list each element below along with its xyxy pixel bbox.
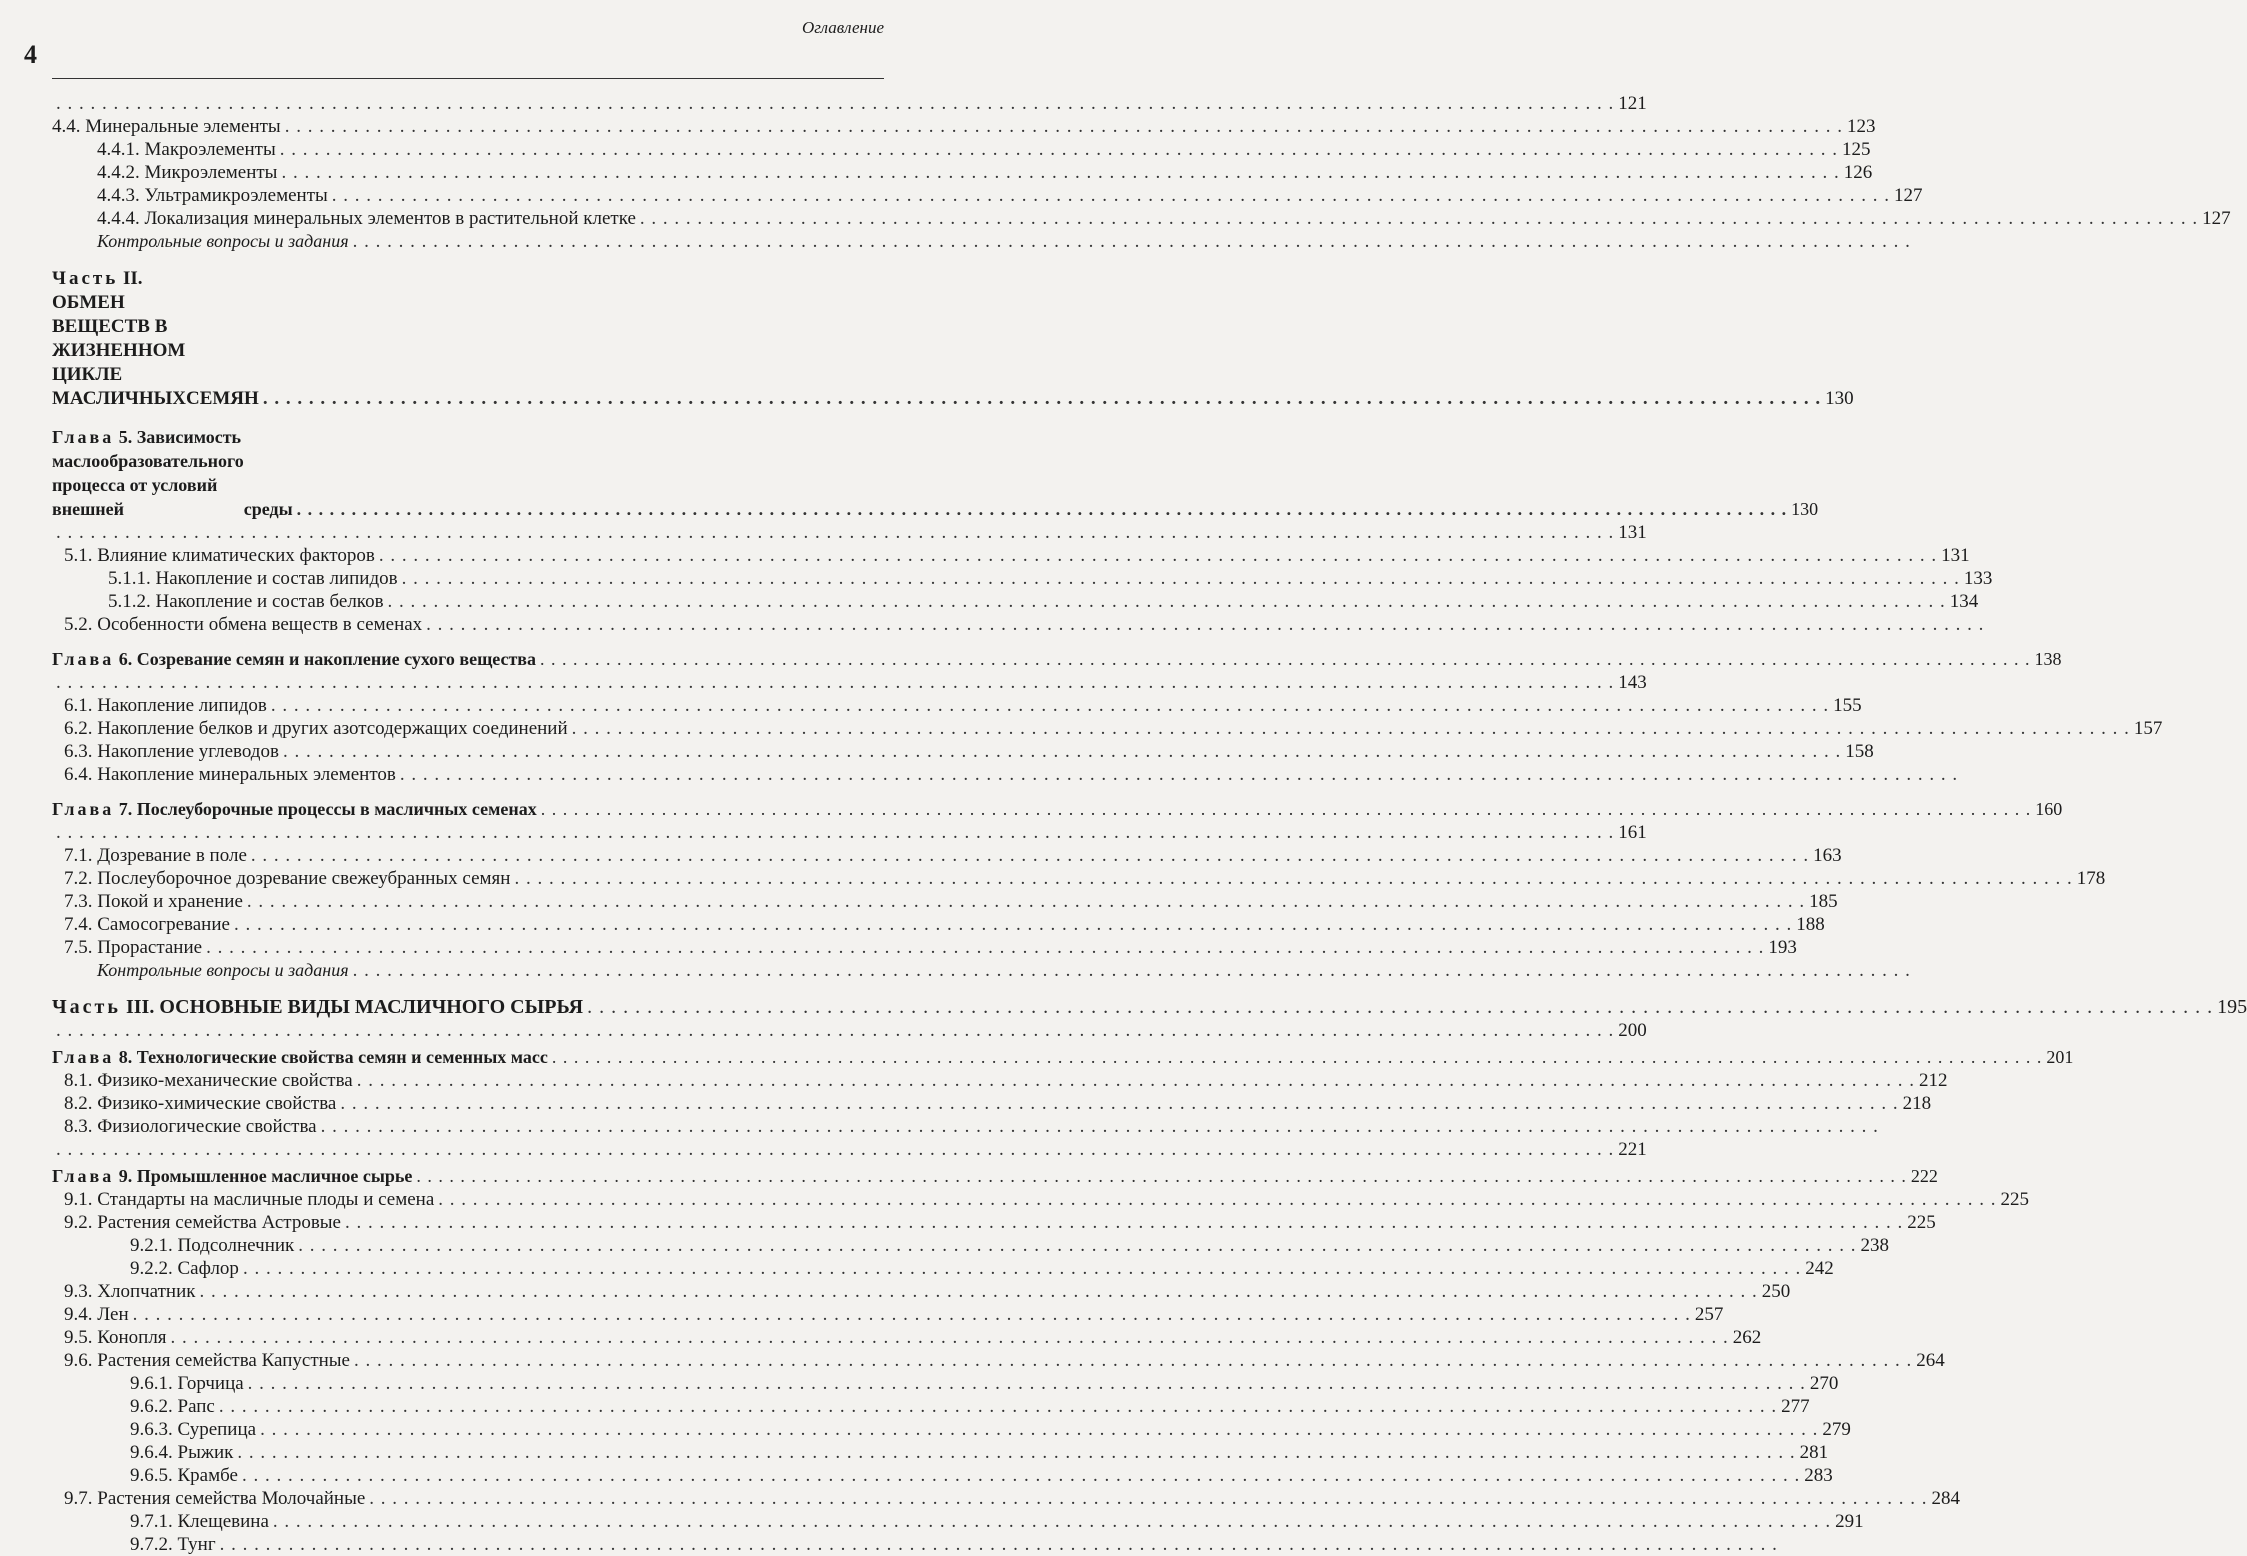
leader-dots — [133, 1303, 1691, 1326]
leader-dots — [426, 613, 1984, 636]
toc-entry-page: 143 — [1618, 672, 1647, 693]
toc-group-9 — [52, 1188, 2030, 1556]
toc-entry-label: 9.6. Растения семейства Капустные — [64, 1350, 350, 1371]
toc-entry — [52, 590, 1979, 613]
toc-entry-label: 9.6.2. Рапс — [130, 1396, 215, 1417]
toc-entry — [52, 1115, 892, 1138]
toc-entry-label: 9.7.2. Тунг — [130, 1534, 216, 1555]
leader-dots — [438, 1188, 1996, 1211]
chapter-prefix: Глава — [52, 1047, 115, 1067]
leader-dots — [572, 717, 2130, 740]
chapter-title: 8. Технологические свойства семян и семенных масс — [114, 1047, 548, 1067]
toc-entry — [52, 844, 1842, 867]
leader-dots — [248, 1372, 1806, 1395]
toc-entry-label: 4.4.2. Микроэлементы — [97, 162, 278, 183]
toc-group-4-4 — [52, 92, 2231, 253]
toc-entry — [52, 1326, 1762, 1349]
leader-dots — [247, 890, 1805, 913]
toc-entry-label: 8.2. Физико-химические свойства — [64, 1093, 337, 1114]
part-prefix: Часть — [52, 268, 119, 289]
toc-entry-label: 9.5. Конопля — [64, 1327, 167, 1348]
toc-chapter-8 — [52, 1046, 2074, 1069]
leader-dots — [640, 207, 2198, 230]
toc-entry-page: 264 — [1916, 1350, 1945, 1371]
leader-dots — [353, 230, 1911, 253]
toc-entry — [52, 1092, 1932, 1115]
leader-dots — [171, 1326, 1729, 1349]
leader-dots — [332, 184, 1890, 207]
toc-entry-page: 127 — [1894, 185, 1923, 206]
page-ref: 201 — [2046, 1047, 2074, 1067]
toc-entry-page: 250 — [1761, 1281, 1791, 1302]
toc-entry-page: 283 — [1804, 1465, 1833, 1486]
leader-dots — [281, 161, 1839, 184]
leader-dots — [283, 740, 1841, 763]
leader-dots — [243, 1257, 1801, 1280]
toc-entry-label: 9.7.1. Клещевина — [130, 1511, 269, 1532]
leader-dots — [514, 867, 2072, 890]
toc-entry-label: 9.6.5. Крамбе — [130, 1465, 238, 1486]
toc-entry — [52, 1069, 1948, 1092]
leader-dots — [271, 694, 1829, 717]
leader-dots — [56, 671, 1614, 694]
chapter-title: 6. Созревание семян и накопление сухого вещества — [114, 649, 537, 669]
part-title-line2: СЕМЯН — [185, 388, 259, 409]
toc-entry-label: 6.4. Накопление минеральных элементов — [64, 764, 396, 785]
toc-entry-label: 9.6.1. Горчица — [130, 1373, 244, 1394]
toc-part-2 — [52, 267, 1854, 411]
chapter-prefix: Глава — [52, 649, 115, 669]
toc-entry-label: 5.2. Особенности обмена веществ в семенах — [64, 614, 423, 635]
toc-entry-page: 284 — [1931, 1488, 1961, 1509]
toc-entry-label: 9.2.1. Подсолнечник — [130, 1235, 295, 1256]
leader-dots — [220, 1533, 1778, 1556]
leader-dots — [402, 567, 1960, 590]
toc-entry — [52, 717, 2163, 740]
running-head: Оглавление — [801, 18, 884, 37]
toc-entry-label: Контрольные вопросы и задания — [97, 231, 349, 251]
toc-entry — [52, 936, 1797, 959]
toc-entry-page: 279 — [1822, 1419, 1851, 1440]
toc-entry — [52, 1395, 1810, 1418]
toc-entry-page: 163 — [1813, 845, 1842, 866]
toc-entry-page: 277 — [1781, 1396, 1810, 1417]
toc-chapter-5 — [52, 425, 1819, 521]
page-ref: 160 — [2035, 799, 2063, 819]
toc-entry-label: 9.2.2. Сафлор — [130, 1258, 239, 1279]
toc-entry — [52, 544, 1970, 567]
chapter-title: 9. Промышленное масличное сырье — [114, 1166, 413, 1186]
toc-entry-label: 4.4.4. Локализация минеральных элементов в растительной клетке — [97, 208, 636, 229]
toc-entry-page: 225 — [1907, 1212, 1936, 1233]
toc-entry-label: 6.3. Накопление углеводов — [64, 741, 279, 762]
toc-entry-page: 161 — [1618, 822, 1647, 843]
toc-entry-page: 212 — [1918, 1070, 1948, 1091]
toc-entry — [52, 1533, 892, 1556]
leader-dots — [219, 1395, 1777, 1418]
chapter-title-line1: 5. Зависимость маслообразовательного процесса от условий внешней — [52, 427, 244, 519]
page-ref: 222 — [1910, 1166, 1938, 1186]
header-rule — [52, 78, 884, 79]
toc-entry-page: 225 — [2000, 1189, 2030, 1210]
leader-dots — [237, 1441, 1795, 1464]
toc-entry — [52, 913, 1825, 936]
toc-entry — [52, 671, 1647, 694]
toc-entry-page: 123 — [1846, 116, 1876, 137]
toc-entry-page: 218 — [1902, 1093, 1932, 1114]
leader-dots — [273, 1510, 1831, 1533]
toc-entry-page: 200 — [1618, 1020, 1647, 1041]
toc-entry-page: 238 — [1860, 1235, 1890, 1256]
toc-entry — [52, 821, 1647, 844]
toc-entry — [52, 1019, 1647, 1042]
toc-entry — [52, 1441, 1829, 1464]
leader-dots — [56, 821, 1614, 844]
leader-dots — [260, 1418, 1818, 1441]
toc-entry-label: 4.4. Минеральные элементы — [52, 116, 281, 137]
toc-entry — [52, 740, 1874, 763]
toc-entry — [52, 161, 1873, 184]
page-ref: 130 — [1825, 388, 1854, 409]
toc-entry-label: 7.3. Покой и хранение — [64, 891, 243, 912]
toc-entry-label: 9.4. Лен — [64, 1304, 129, 1325]
leader-dots — [400, 763, 1958, 786]
leader-dots — [357, 1069, 1915, 1092]
page-ref: 138 — [2034, 649, 2062, 669]
toc-entry-page: 257 — [1694, 1304, 1724, 1325]
toc-entry — [52, 867, 2106, 890]
leader-dots — [280, 138, 1838, 161]
leader-dots — [206, 936, 1764, 959]
toc-entry-label: Контрольные вопросы и задания — [97, 960, 349, 980]
toc-entry-page: 133 — [1963, 568, 1993, 589]
leader-dots — [234, 913, 1792, 936]
chapter-title-line2: среды — [243, 499, 293, 519]
toc-entry — [52, 1257, 1834, 1280]
leader-dots — [345, 1211, 1903, 1234]
page-ref: 195 — [2217, 996, 2247, 1018]
toc-entry-label: 4.4.3. Ультрамикроэлементы — [97, 185, 328, 206]
toc-entry — [52, 230, 892, 253]
toc-entry — [52, 694, 1862, 717]
leader-dots — [552, 1046, 2043, 1069]
toc-chapter-7 — [52, 798, 2063, 821]
toc-entry-page: 221 — [1618, 1139, 1647, 1160]
toc-entry-label: 6.2. Накопление белков и других азотсодержащих соединений — [64, 718, 568, 739]
toc-entry-page: 155 — [1833, 695, 1862, 716]
leader-dots — [354, 1349, 1912, 1372]
toc-entry — [52, 959, 892, 982]
leader-dots — [321, 1115, 1879, 1138]
toc-entry-page: 281 — [1799, 1442, 1829, 1463]
toc-entry — [52, 1418, 1851, 1441]
toc-chapter-6 — [52, 648, 2062, 671]
chapter-prefix: Глава — [52, 799, 115, 819]
table-of-contents — [52, 92, 2247, 1556]
toc-entry — [52, 138, 1871, 161]
leader-dots — [587, 996, 2213, 1019]
toc-entry-page: 134 — [1949, 591, 1979, 612]
toc-entry-label: 5.1.2. Накопление и состав белков — [108, 591, 384, 612]
toc-entry-page: 178 — [2076, 868, 2106, 889]
page-ref: 130 — [1791, 499, 1819, 519]
toc-entry-label: 9.3. Хлопчатник — [64, 1281, 196, 1302]
toc-entry-label: 7.4. Самосогревание — [64, 914, 230, 935]
toc-entry — [52, 1487, 1961, 1510]
toc-entry — [52, 890, 1838, 913]
toc-entry-label: 8.1. Физико-механические свойства — [64, 1070, 353, 1091]
leader-dots — [297, 497, 1788, 521]
toc-entry — [52, 184, 1923, 207]
toc-entry — [52, 1138, 1647, 1161]
toc-entry-label: 7.1. Дозревание в поле — [64, 845, 247, 866]
leader-dots — [353, 959, 1911, 982]
toc-group-8 — [52, 1069, 1948, 1161]
part-title: III. ОСНОВНЫЕ ВИДЫ МАСЛИЧНОГО СЫРЬЯ — [120, 996, 584, 1018]
toc-entry — [52, 1464, 1833, 1487]
toc-entry — [52, 92, 1647, 115]
toc-group-part3 — [52, 1019, 1647, 1042]
toc-entry-page: 291 — [1835, 1511, 1864, 1532]
leader-dots — [56, 1138, 1614, 1161]
toc-entry-label: 4.4.1. Макроэлементы — [97, 139, 276, 160]
leader-dots — [242, 1464, 1800, 1487]
toc-entry-page: 193 — [1768, 937, 1797, 958]
leader-dots — [388, 590, 1946, 613]
toc-entry — [52, 1211, 1936, 1234]
toc-entry-page: 127 — [2202, 208, 2231, 229]
toc-chapter-9 — [52, 1165, 1938, 1188]
toc-entry-page: 185 — [1809, 891, 1838, 912]
leader-dots — [416, 1165, 1907, 1188]
toc-entry — [52, 1349, 1945, 1372]
page-number: 4 — [24, 40, 37, 69]
toc-entry — [52, 613, 892, 636]
leader-dots — [285, 115, 1843, 138]
leader-dots — [340, 1092, 1898, 1115]
toc-entry — [52, 1510, 1864, 1533]
leader-dots — [263, 387, 1821, 411]
toc-entry-label: 9.7. Растения семейства Молочайные — [64, 1488, 366, 1509]
leader-dots — [56, 521, 1614, 544]
toc-entry — [52, 207, 2231, 230]
toc-entry-label: 6.1. Накопление липидов — [64, 695, 267, 716]
toc-entry — [52, 1303, 1724, 1326]
toc-entry — [52, 763, 892, 786]
part-prefix: Часть — [52, 996, 121, 1018]
toc-entry — [52, 115, 1876, 138]
toc-entry-label: 5.1. Влияние климатических факторов — [64, 545, 375, 566]
chapter-prefix: Глава — [52, 427, 115, 447]
toc-entry — [52, 1234, 1890, 1257]
toc-entry-label: 5.1.1. Накопление и состав липидов — [108, 568, 398, 589]
toc-entry-page: 270 — [1809, 1373, 1839, 1394]
toc-entry-label: 7.5. Прорастание — [64, 937, 203, 958]
chapter-prefix: Глава — [52, 1166, 115, 1186]
toc-entry-label: 9.2. Растения семейства Астровые — [64, 1212, 341, 1233]
leader-dots — [379, 544, 1937, 567]
toc-entry-page: 158 — [1845, 741, 1874, 762]
toc-entry-page: 262 — [1732, 1327, 1762, 1348]
toc-entry-label: 8.3. Физиологические свойства — [64, 1116, 317, 1137]
toc-group-5 — [52, 521, 1993, 636]
leader-dots — [298, 1234, 1856, 1257]
leader-dots — [56, 1019, 1614, 1042]
toc-entry-label: 7.2. Послеуборочное дозревание свежеубранных семян — [64, 868, 511, 889]
leader-dots — [541, 798, 2032, 821]
toc-entry-page: 131 — [1941, 545, 1970, 566]
leader-dots — [200, 1280, 1758, 1303]
toc-entry-label: 9.6.4. Рыжик — [130, 1442, 234, 1463]
toc-entry-page: 157 — [2133, 718, 2163, 739]
toc-entry-page: 125 — [1841, 139, 1871, 160]
toc-entry-label: 9.6.3. Сурепица — [130, 1419, 257, 1440]
leader-dots — [540, 648, 2031, 671]
toc-entry — [52, 1188, 2030, 1211]
toc-part-3 — [52, 996, 2247, 1019]
leader-dots — [369, 1487, 1927, 1510]
chapter-title: 7. Послеуборочные процессы в масличных семенах — [114, 799, 537, 819]
toc-entry — [52, 1280, 1791, 1303]
toc-group-7 — [52, 821, 2106, 982]
toc-entry-label: 9.1. Стандарты на масличные плоды и семена — [64, 1189, 435, 1210]
toc-entry — [52, 1372, 1839, 1395]
toc-entry-page: 131 — [1618, 522, 1647, 543]
toc-entry-page: 242 — [1805, 1258, 1834, 1279]
toc-entry — [52, 521, 1647, 544]
toc-entry — [52, 567, 1993, 590]
part-title-line1: II. ОБМЕН ВЕЩЕСТВ В ЖИЗНЕННОМ ЦИКЛЕ МАСЛИЧНЫХ — [52, 268, 186, 409]
toc-group-6 — [52, 671, 2163, 786]
toc-entry-page: 121 — [1618, 93, 1647, 114]
leader-dots — [56, 92, 1614, 115]
toc-entry-page: 188 — [1796, 914, 1825, 935]
leader-dots — [251, 844, 1809, 867]
toc-entry-page: 126 — [1843, 162, 1873, 183]
